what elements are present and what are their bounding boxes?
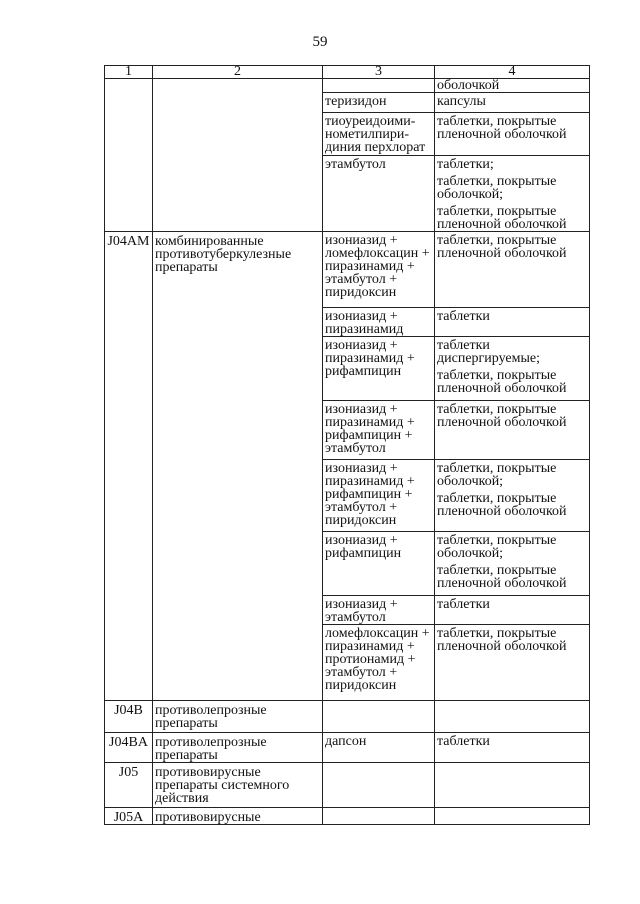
dosage-form: таблетки bbox=[437, 309, 490, 324]
form-cell bbox=[435, 93, 590, 113]
substance-cell: ломефлоксацин + пиразинамид + протионамид + этамбутол + пиридоксин bbox=[323, 625, 435, 701]
substance-cell bbox=[323, 79, 435, 93]
dosage-form: таблетки bbox=[437, 597, 490, 612]
column-header: 3 bbox=[323, 66, 435, 79]
dosage-form: таблетки, покрытые пленочной оболочкой bbox=[437, 368, 567, 396]
dosage-form: таблетки, покрытые оболочкой; bbox=[437, 461, 557, 489]
drug-table bbox=[104, 65, 590, 825]
substance-cell bbox=[323, 808, 435, 825]
substance-cell: теризидон bbox=[323, 93, 435, 113]
form-cell: оболочкой bbox=[435, 79, 590, 93]
form-cell bbox=[435, 625, 590, 701]
dosage-form: таблетки, покрытые пленочной оболочкой bbox=[437, 402, 567, 430]
form-cell bbox=[435, 808, 590, 825]
dosage-form: таблетки bbox=[437, 734, 490, 749]
substance-cell bbox=[323, 763, 435, 808]
code-cell: J05A bbox=[105, 808, 153, 825]
column-header: 2 bbox=[153, 66, 323, 79]
code-cell bbox=[105, 79, 153, 232]
dosage-form: таблетки, покрытые оболочкой; bbox=[437, 533, 557, 561]
name-cell bbox=[153, 79, 323, 232]
name-cell: противолепрозные препараты bbox=[153, 733, 323, 763]
table-row bbox=[105, 701, 590, 733]
dosage-form: капсулы bbox=[437, 94, 486, 109]
form-cell bbox=[435, 337, 590, 401]
form-cell bbox=[435, 701, 590, 733]
form-cell bbox=[435, 401, 590, 460]
substance-cell: изониазид + этамбутол bbox=[323, 596, 435, 625]
form-cell bbox=[435, 156, 590, 232]
substance-cell: изониазид + пиразинамид + рифампицин bbox=[323, 337, 435, 401]
form-cell bbox=[435, 308, 590, 337]
substance-cell: изониазид + ломефлоксацин + пиразинамид + этамбутол + пиридоксин bbox=[323, 232, 435, 308]
table-row bbox=[105, 808, 590, 825]
table-row bbox=[105, 733, 590, 763]
dosage-form: таблетки; bbox=[437, 157, 494, 172]
form-cell bbox=[435, 763, 590, 808]
substance-cell: дапсон bbox=[323, 733, 435, 763]
form-cell bbox=[435, 232, 590, 308]
table-row bbox=[105, 232, 590, 308]
substance-cell bbox=[323, 701, 435, 733]
code-cell: J05 bbox=[105, 763, 153, 808]
substance-cell: тиоуреидоими-нометилпири-диния перхлорат bbox=[323, 113, 435, 156]
dosage-form: таблетки, покрытые пленочной оболочкой bbox=[437, 233, 567, 261]
column-header: 1 bbox=[105, 66, 153, 79]
code-cell: J04B bbox=[105, 701, 153, 733]
dosage-form: таблетки, покрытые оболочкой; bbox=[437, 174, 557, 202]
name-cell: противовирусные препараты системного действия bbox=[153, 763, 323, 808]
substance-cell: изониазид + пиразинамид bbox=[323, 308, 435, 337]
substance-cell: изониазид + пиразинамид + рифампицин + этамбутол + пиридоксин bbox=[323, 460, 435, 532]
code-cell: J04AM bbox=[105, 232, 153, 701]
form-cell bbox=[435, 596, 590, 625]
code-cell: J04BA bbox=[105, 733, 153, 763]
column-header: 4 bbox=[435, 66, 590, 79]
dosage-form: таблетки, покрытые пленочной оболочкой bbox=[437, 114, 567, 142]
dosage-form: таблетки диспергируемые; bbox=[437, 338, 540, 366]
table-row bbox=[105, 763, 590, 808]
form-cell bbox=[435, 113, 590, 156]
substance-cell: изониазид + пиразинамид + рифампицин + этамбутол bbox=[323, 401, 435, 460]
name-cell: противовирусные bbox=[153, 808, 323, 825]
page-number: 59 bbox=[312, 34, 328, 50]
dosage-form: таблетки, покрытые пленочной оболочкой bbox=[437, 204, 567, 232]
form-cell bbox=[435, 733, 590, 763]
name-cell: комбинированные противотуберкулезные препараты bbox=[153, 232, 323, 701]
dosage-form: таблетки, покрытые пленочной оболочкой bbox=[437, 563, 567, 591]
substance-cell: изониазид + рифампицин bbox=[323, 532, 435, 596]
form-cell bbox=[435, 460, 590, 532]
continued-row bbox=[105, 79, 590, 93]
dosage-form: таблетки, покрытые пленочной оболочкой bbox=[437, 626, 567, 654]
dosage-form: таблетки, покрытые пленочной оболочкой bbox=[437, 491, 567, 519]
form-cell bbox=[435, 532, 590, 596]
table-header-row bbox=[105, 66, 590, 79]
substance-cell: этамбутол bbox=[323, 156, 435, 232]
name-cell: противолепрозные препараты bbox=[153, 701, 323, 733]
